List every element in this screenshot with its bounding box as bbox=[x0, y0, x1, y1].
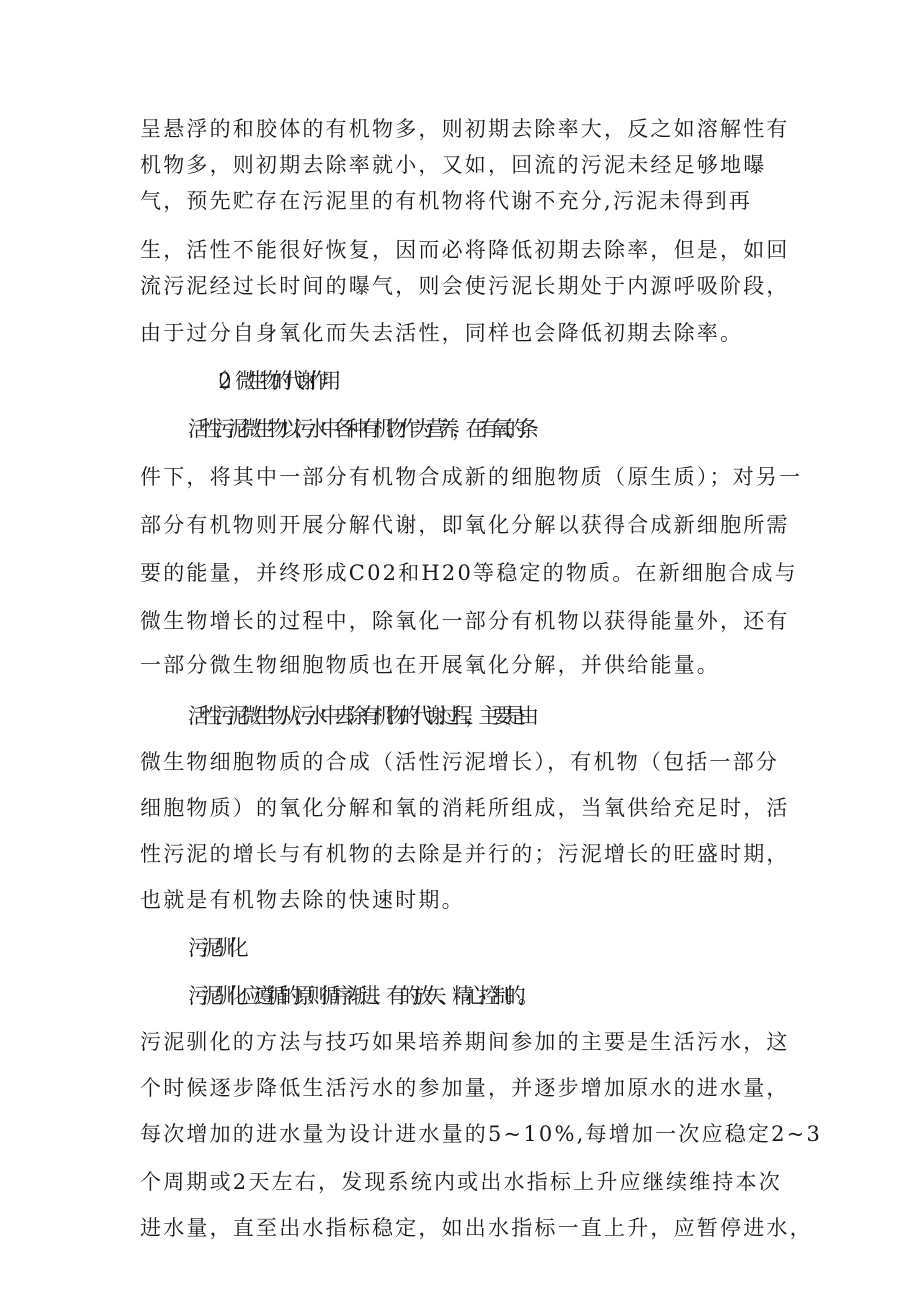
paragraph-line: 流污泥经过长时间的曝气，则会使污泥长期处于内源呼吸阶段， bbox=[140, 274, 790, 298]
paragraph-line: 活性污泥微生物从污水中去除有机物的代谢过程，主要是由 bbox=[188, 704, 532, 728]
paragraph-line: 要的能量，并终形成C02和H20等稳定的物质。在新细胞合成与 bbox=[140, 561, 798, 585]
paragraph-line: 机物多，则初期去除率就小，又如，回流的污泥未经足够地曝 bbox=[140, 153, 767, 177]
paragraph-line: 每次增加的进水量为设计进水量的5~10%,每增加一次应稳定2~3 bbox=[140, 1122, 823, 1146]
paragraph-line: 污泥驯化的方法与技巧如果培养期间参加的主要是生活污水，这 bbox=[140, 1030, 790, 1054]
paragraph-line: 微生物细胞物质的合成（活性污泥增长），有机物（包括一部分 bbox=[140, 750, 780, 774]
paragraph-line: 进水量，直至出水指标稳定，如出水指标一直上升，应暂停进水， bbox=[140, 1216, 813, 1240]
paragraph-line: 气，预先贮存在污泥里的有机物将代谢不充分,污泥未得到再 bbox=[140, 189, 753, 213]
paragraph-line: 也就是有机物去除的快速时期。 bbox=[140, 888, 465, 912]
section-heading: （2）微生物的代谢作用 bbox=[206, 369, 333, 393]
paragraph-line: 部分有机物则开展分解代谢，即氧化分解以获得合成新细胞所需 bbox=[140, 513, 790, 537]
paragraph-line: 污泥驯化应遵循的原则循序渐进、有的放矢、精心控制的。 bbox=[188, 984, 532, 1008]
paragraph-line: 活性污泥微生物以污水中各种有机物作为营养，在有氧的条 bbox=[188, 417, 532, 441]
paragraph-line: 性污泥的增长与有机物的去除是并行的；污泥增长的旺盛时期， bbox=[140, 842, 790, 866]
section-heading: 污泥驯化 bbox=[188, 936, 241, 960]
paragraph-line: 生，活性不能很好恢复，因而必将降低初期去除率，但是，如回 bbox=[140, 238, 790, 262]
paragraph-line: 件下，将其中一部分有机物合成新的细胞物质（原生质）；对另一 bbox=[140, 465, 803, 489]
paragraph-line: 一部分微生物细胞物质也在开展氧化分解，并供给能量。 bbox=[140, 653, 720, 677]
paragraph-line: 个周期或2天左右，发现系统内或出水指标上升应继续维持本次 bbox=[140, 1170, 782, 1194]
paragraph-line: 由于过分自身氧化而失去活性，同样也会降低初期去除率。 bbox=[140, 321, 744, 345]
paragraph-line: 个时候逐步降低生活污水的参加量，并逐步增加原水的进水量， bbox=[140, 1076, 790, 1100]
paragraph-line: 微生物增长的过程中，除氧化一部分有机物以获得能量外，还有 bbox=[140, 609, 790, 633]
paragraph-line: 呈悬浮的和胶体的有机物多，则初期去除率大，反之如溶解性有 bbox=[140, 117, 790, 141]
paragraph-line: 细胞物质）的氧化分解和氧的消耗所组成，当氧供给充足时，活 bbox=[140, 796, 790, 820]
